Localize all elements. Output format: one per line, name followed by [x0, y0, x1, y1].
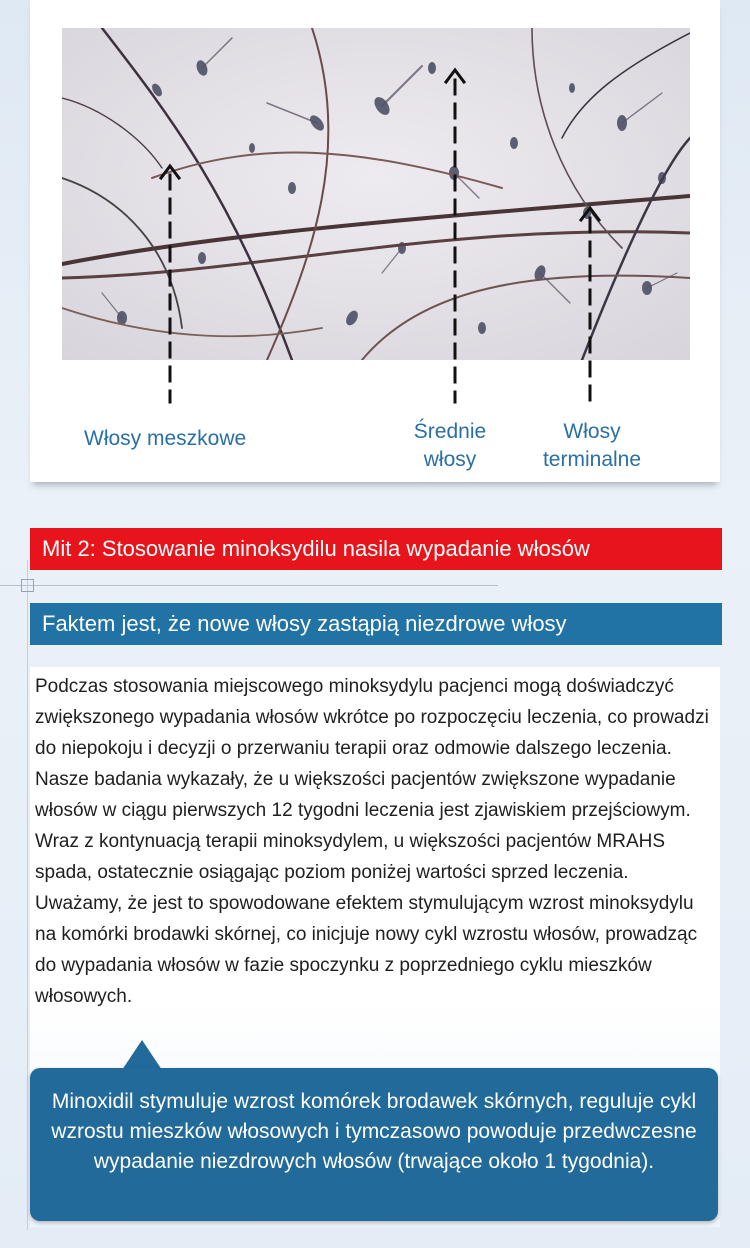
- guide-line-vertical: [27, 560, 28, 1230]
- fact-heading: Faktem jest, że nowe włosy zastąpią niezdrowe włosy: [30, 603, 722, 645]
- label-intermediate-hair: Średnie włosy: [413, 420, 487, 471]
- pointer-arrows: [0, 0, 750, 420]
- guide-line-horizontal: [0, 585, 498, 586]
- guide-handle: [21, 579, 34, 592]
- label-terminal-hair: Włosy terminalne: [542, 420, 642, 471]
- callout-text: Minoxidil stymuluje wzrost komórek brodawek skórnych, reguluje cykl wzrostu mieszków włosowych i tymczasowo powoduje przedwczesne wypadanie niezdrowych włosów (trwające około 1 tygodnia).: [51, 1090, 697, 1173]
- label-vellus-hair: Włosy meszkowe: [84, 427, 247, 450]
- body-paragraph: Podczas stosowania miejscowego minoksydylu pacjenci mogą doświadczyć zwiększonego wypadania włosów wkrótce po rozpoczęciu leczenia, co prowadzi do niepokoju i decyzji o przerwaniu terapii oraz odmowie dalszego leczenia. Nasze badania wykazały, że u większości pacjentów zwiększone wypadanie włosów w ciągu pierwszych 12 tygodni leczenia jest zjawiskiem przejściowym. Wraz z kontynuacją terapii minoksydylem, u większości pacjentów MRAHS spada, ostatecznie osiągając poziom poniżej wartości sprzed leczenia. Uważamy, że jest to spowodowane efektem stymulującym wzrost minoksydylu na komórki brodawki skórnej, co inicjuje nowy cykl wzrostu włosów, prowadząc do wypadania włosów w fazie spoczynku z poprzedniego cyklu mieszków włosowych.: [35, 676, 709, 1007]
- callout-tail: [122, 1040, 162, 1070]
- myth-heading: Mit 2: Stosowanie minoksydilu nasila wypadanie włosów: [30, 528, 722, 570]
